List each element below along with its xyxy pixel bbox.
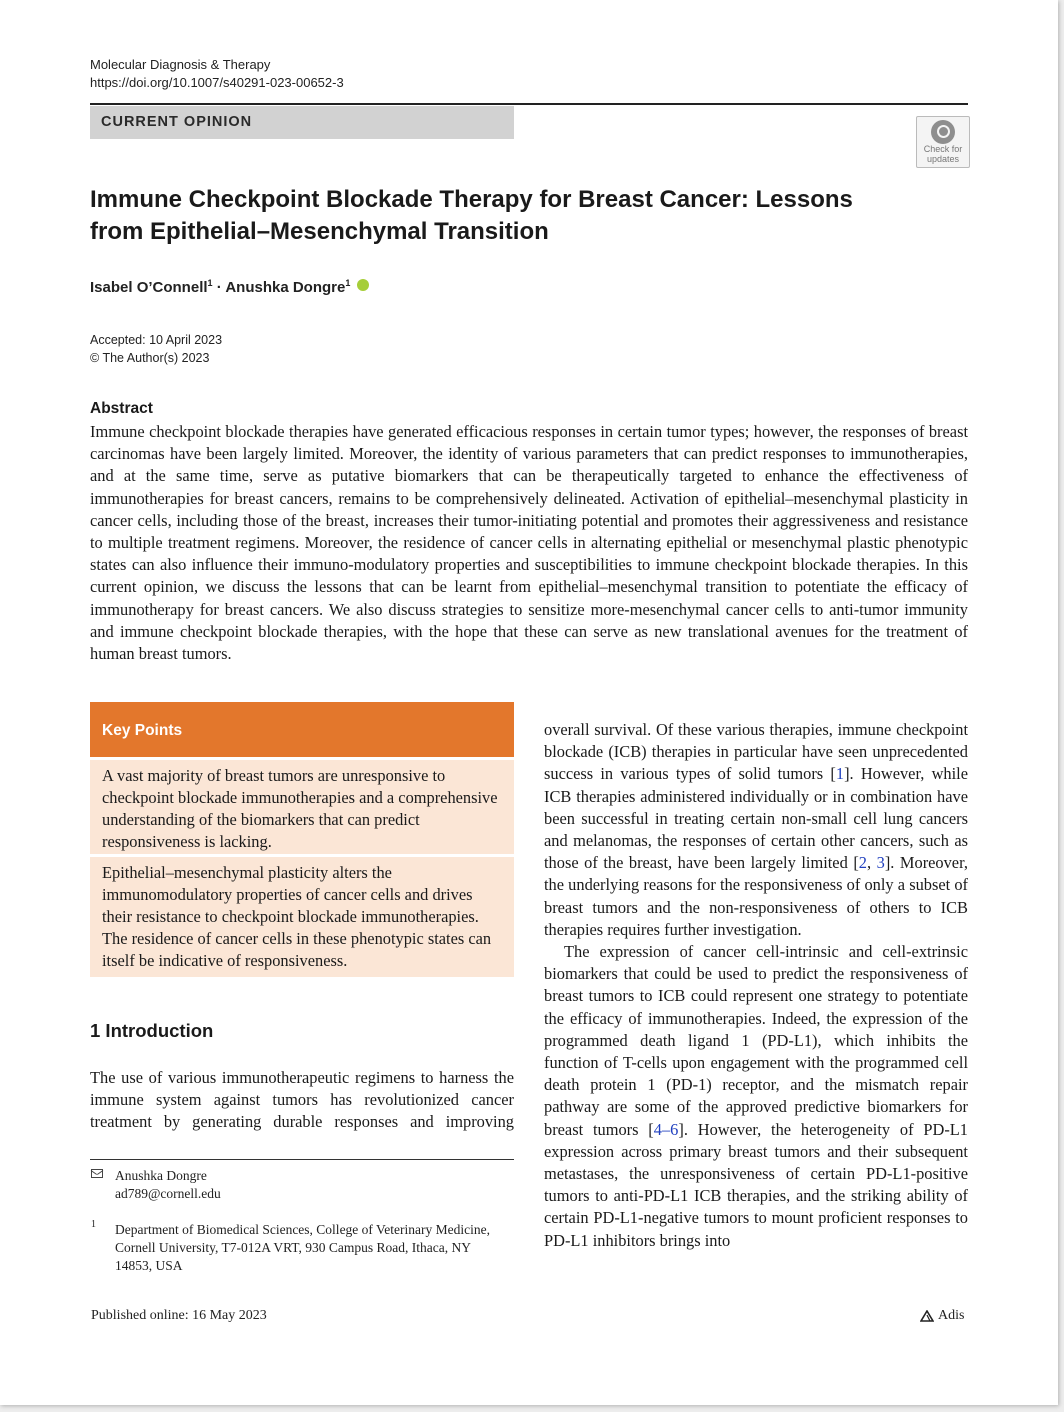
check-updates-line2: updates (926, 154, 960, 164)
check-for-updates-badge[interactable] (916, 116, 970, 168)
corresponding-email[interactable]: ad789@cornell.edu (115, 1186, 221, 1201)
citation-link[interactable]: 2 (858, 853, 867, 873)
author-2[interactable]: Anushka Dongre (225, 279, 346, 296)
published-date: Published online: 16 May 2023 (91, 1308, 267, 1323)
adis-triangle-icon (920, 1310, 934, 1322)
corresponding-author (115, 1167, 221, 1203)
section-label: CURRENT OPINION (101, 114, 253, 130)
affiliation-number: 1 (91, 1219, 96, 1230)
author-1[interactable]: Isabel O’Connell (90, 279, 208, 296)
introduction-heading: 1 Introduction (90, 1020, 214, 1041)
author-1-affil: 1 (207, 278, 213, 288)
abstract-text: Immune checkpoint blockade therapies have generated efficacious responses in certain tumor types; however, the responses of breast carcinomas have been largely limited. Moreover, the identity of various parameters that can predict responses to immunotherapies, and at the same time, serve as putative biomarkers that can be therapeutically targeted to enhance the effectiveness of immunotherapies for breast cancers, remains to be comprehensively delineated. Activation of epithelial–mesenchymal plasticity in cancer cells, including those of the breast, increases their tumor-initiating potential and promotes their aggressiveness and resistance to multiple treatment regimens. Moreover, the residence of cancer cells in alternating epithelial or mesenchymal plastic phenotypic states can also influence their immuno-modulatory properties and susceptibilities to immune checkpoint blockade therapies. In this current opinion, we discuss the lessons that can be learnt from epithelial–mesenchymal transition to potentiate the efficacy of immunotherapy for breast cancers. We also discuss strategies to sensitize more-mesenchymal cancer cells to anti-tumor immunity and immune checkpoint blockade therapies, with the hope that these can serve as new translational avenues for the treatment of human breast tumors. (90, 422, 968, 664)
introduction-text: The use of various immunotherapeutic regimens to harness the immune system against tumors has revolutionized cancer treatment by generating durable responses and improving (90, 1068, 514, 1132)
article-dates (90, 331, 222, 367)
title-line-1: Immune Checkpoint Blockade Therapy for Breast Cancer: Lessons (90, 186, 853, 213)
body-paragraph: The expression of cancer cell-intrinsic and cell-extrinsic biomarkers that could be used to predict the responsiveness of breast tumors to ICB could represent one strategy to potentiate the efficacy of immunotherapies. Indeed, the expression of the programmed death ligand 1 (PD-L1), which inhibits the function of T-cells upon engagement with the programmed cell death protein 1 (PD-1) receptor, and the mismatch repair pathway are some of the approved predictive biomarkers for breast tumors [4–6]. However, the heterogeneity of PD-L1 expression across primary breast tumors and their subsequent metastases, the unresponsiveness of certain PD-L1-positive tumors to anti-PD-L1 ICB therapies, and the striking ability of certain PD-L1-negative tumors to mount proficient responses to PD-L1 inhibitors brings into (544, 942, 968, 1250)
key-points-heading: Key Points (102, 722, 183, 739)
key-point-item: Epithelial–mesenchymal plasticity alters the immunomodulatory properties of cancer cells and drives their resistance to checkpoint blockade immunotherapies. The residence of cancer cells in these phenotypic states can itself be indicative of responsiveness. (90, 857, 514, 977)
publisher-name: Adis (938, 1308, 965, 1323)
author-separator: · (212, 279, 226, 296)
citation-link[interactable]: 1 (835, 764, 845, 784)
journal-name: Molecular Diagnosis & Therapy (90, 57, 271, 72)
affiliation-text: Department of Biomedical Sciences, College of Veterinary Medicine, Cornell University, T7-012A VRT, 930 Campus Road, Ithaca, NY 14853, USA (115, 1222, 491, 1273)
check-updates-line1: Check for (923, 144, 963, 154)
envelope-icon (91, 1169, 103, 1178)
doi-link[interactable]: https://doi.org/10.1007/s40291-023-00652-3 (90, 75, 344, 90)
corresponding-name: Anushka Dongre (115, 1168, 207, 1183)
publisher-logo (920, 1308, 964, 1324)
body-paragraph: overall survival. Of these various therapies, immune checkpoint blockade (ICB) therapies in particular have seen unprecedented success in various types of solid tumors [1]. However, while ICB therapies administered individually or in combination have been successful in treating certain non-small cell lung cancers and melanomas, the responses of certain other cancers, such as those of the breast, have been largely limited [2, 3]. Moreover, the underlying reasons for the responsiveness of only a subset of breast tumors and the non-responsiveness of others to ICB therapies requires further investigation. (544, 720, 968, 939)
title-line-2: from Epithelial–Mesenchymal Transition (90, 218, 549, 245)
key-point-item: A vast majority of breast tumors are unresponsive to checkpoint blockade immunotherapies and a comprehensive understanding of the biomarkers that can predict responsiveness is lacking. (90, 760, 514, 854)
abstract-heading: Abstract (90, 400, 153, 417)
article-title (90, 184, 890, 248)
orcid-icon[interactable] (357, 279, 369, 291)
header-rule (90, 103, 968, 105)
journal-header (90, 56, 344, 92)
right-column-body (544, 719, 968, 1252)
citation-link[interactable]: 3 (876, 853, 885, 873)
footnote-rule (90, 1159, 514, 1160)
check-updates-icon (931, 120, 955, 144)
section-label-band (90, 106, 514, 139)
citation-link[interactable]: 4–6 (653, 1119, 679, 1139)
copyright-line: © The Author(s) 2023 (90, 351, 210, 365)
author-list (90, 278, 369, 296)
key-points-header (90, 702, 514, 757)
author-2-affil: 1 (345, 278, 351, 288)
accepted-date: Accepted: 10 April 2023 (90, 333, 223, 347)
